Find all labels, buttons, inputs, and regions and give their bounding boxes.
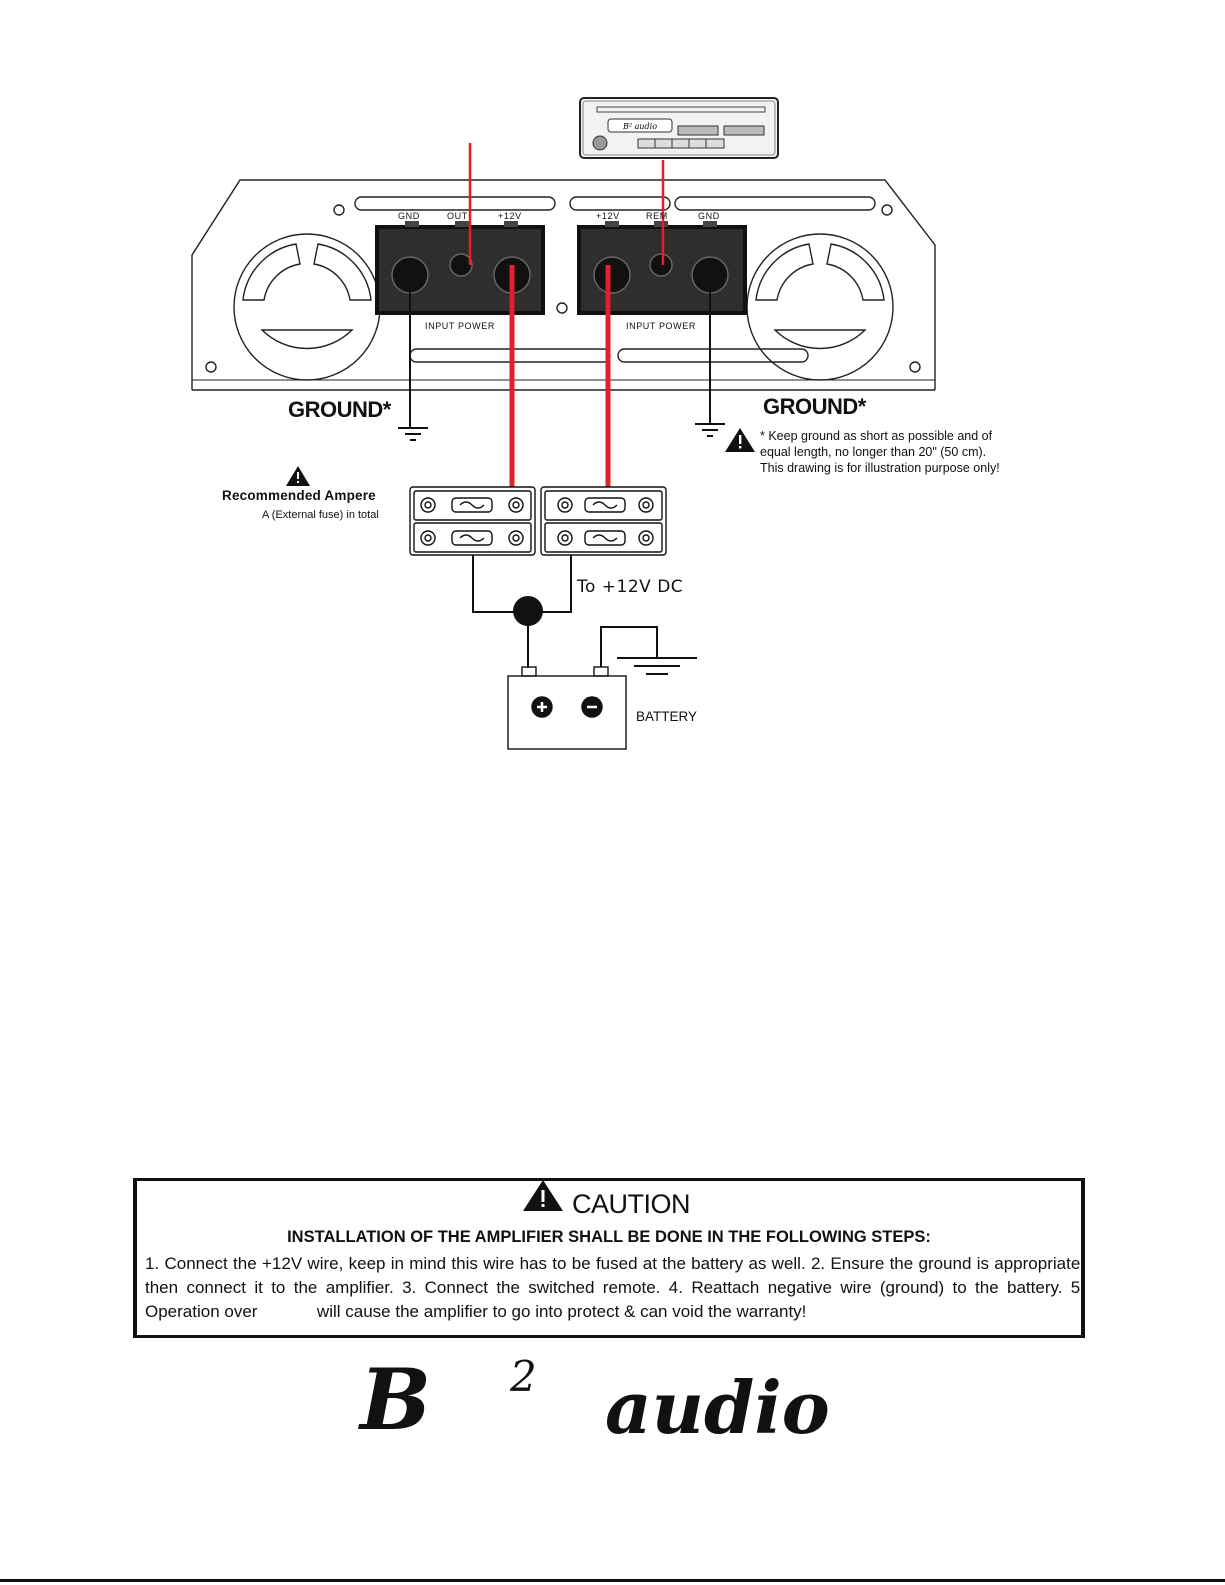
caution-steps: 1. Connect the +12V wire, keep in mind this wire has to be fused at the battery as well. 2. Ensure the ground is appropriate, then connect it to the amplifier. 3. Connect the switched remote. 4. Reattach negative wire (ground) to the battery. 5. Operation over [145, 1254, 1085, 1321]
ground-note-line: This drawing is for illustration purpose only! [760, 461, 1000, 475]
battery [508, 627, 697, 749]
brand-logo-b: B [360, 1350, 431, 1449]
caution-warning: will cause the amplifier to go into protect & can void the warranty! [316, 1302, 807, 1321]
terminal-label-gnd: GND [698, 211, 720, 221]
warning-icon [286, 466, 310, 486]
terminal-label-out: OUT [447, 211, 468, 221]
brand-logo [360, 1350, 880, 1458]
input-power-label-left: INPUT POWER [425, 321, 495, 331]
warning-icon [725, 428, 755, 452]
brand-logo-sup: 2 [510, 1352, 537, 1401]
caution-box [133, 1178, 1085, 1338]
ground-label-right: GROUND* [763, 394, 866, 419]
ground-note [760, 428, 1000, 476]
recommended-ampere-title: Recommended Ampere [222, 488, 376, 503]
ground-note-line: * Keep ground as short as possible and of [760, 429, 993, 443]
head-unit-brand: B² audio [622, 122, 658, 131]
terminal-label-rem: REM [646, 211, 668, 221]
terminal-label-12v: +12V [498, 211, 522, 221]
amplifier-chassis [192, 180, 935, 390]
junction-node [513, 596, 543, 626]
ground-symbol-right [695, 424, 725, 436]
fan-right [747, 234, 893, 380]
terminal-label-gnd: GND [398, 211, 420, 221]
brand-logo-word: audio [605, 1365, 830, 1450]
fuse-holder-right [541, 487, 666, 555]
terminal-block-left [375, 221, 545, 315]
caution-subtitle: INSTALLATION OF THE AMPLIFIER SHALL BE DONE IN THE FOLLOWING STEPS: [287, 1228, 931, 1246]
bottom-rule [0, 1579, 1225, 1582]
fan-left [234, 234, 380, 380]
ground-symbol-left [398, 428, 428, 440]
input-power-label-right: INPUT POWER [626, 321, 696, 331]
supply-label: To +12V DC [577, 577, 684, 597]
battery-label: BATTERY [636, 709, 698, 724]
ground-label-left: GROUND* [288, 397, 391, 422]
ground-note-line: equal length, no longer than 20" (50 cm). [760, 445, 987, 459]
head-unit [580, 98, 778, 158]
terminal-label-12v: +12V [596, 211, 620, 221]
recommended-ampere-subtitle: A (External fuse) in total [262, 509, 379, 521]
caution-title [137, 1189, 1081, 1220]
fuse-holder-left [410, 487, 535, 555]
caution-title-text: CAUTION [572, 1189, 690, 1219]
caution-body [145, 1252, 1085, 1324]
